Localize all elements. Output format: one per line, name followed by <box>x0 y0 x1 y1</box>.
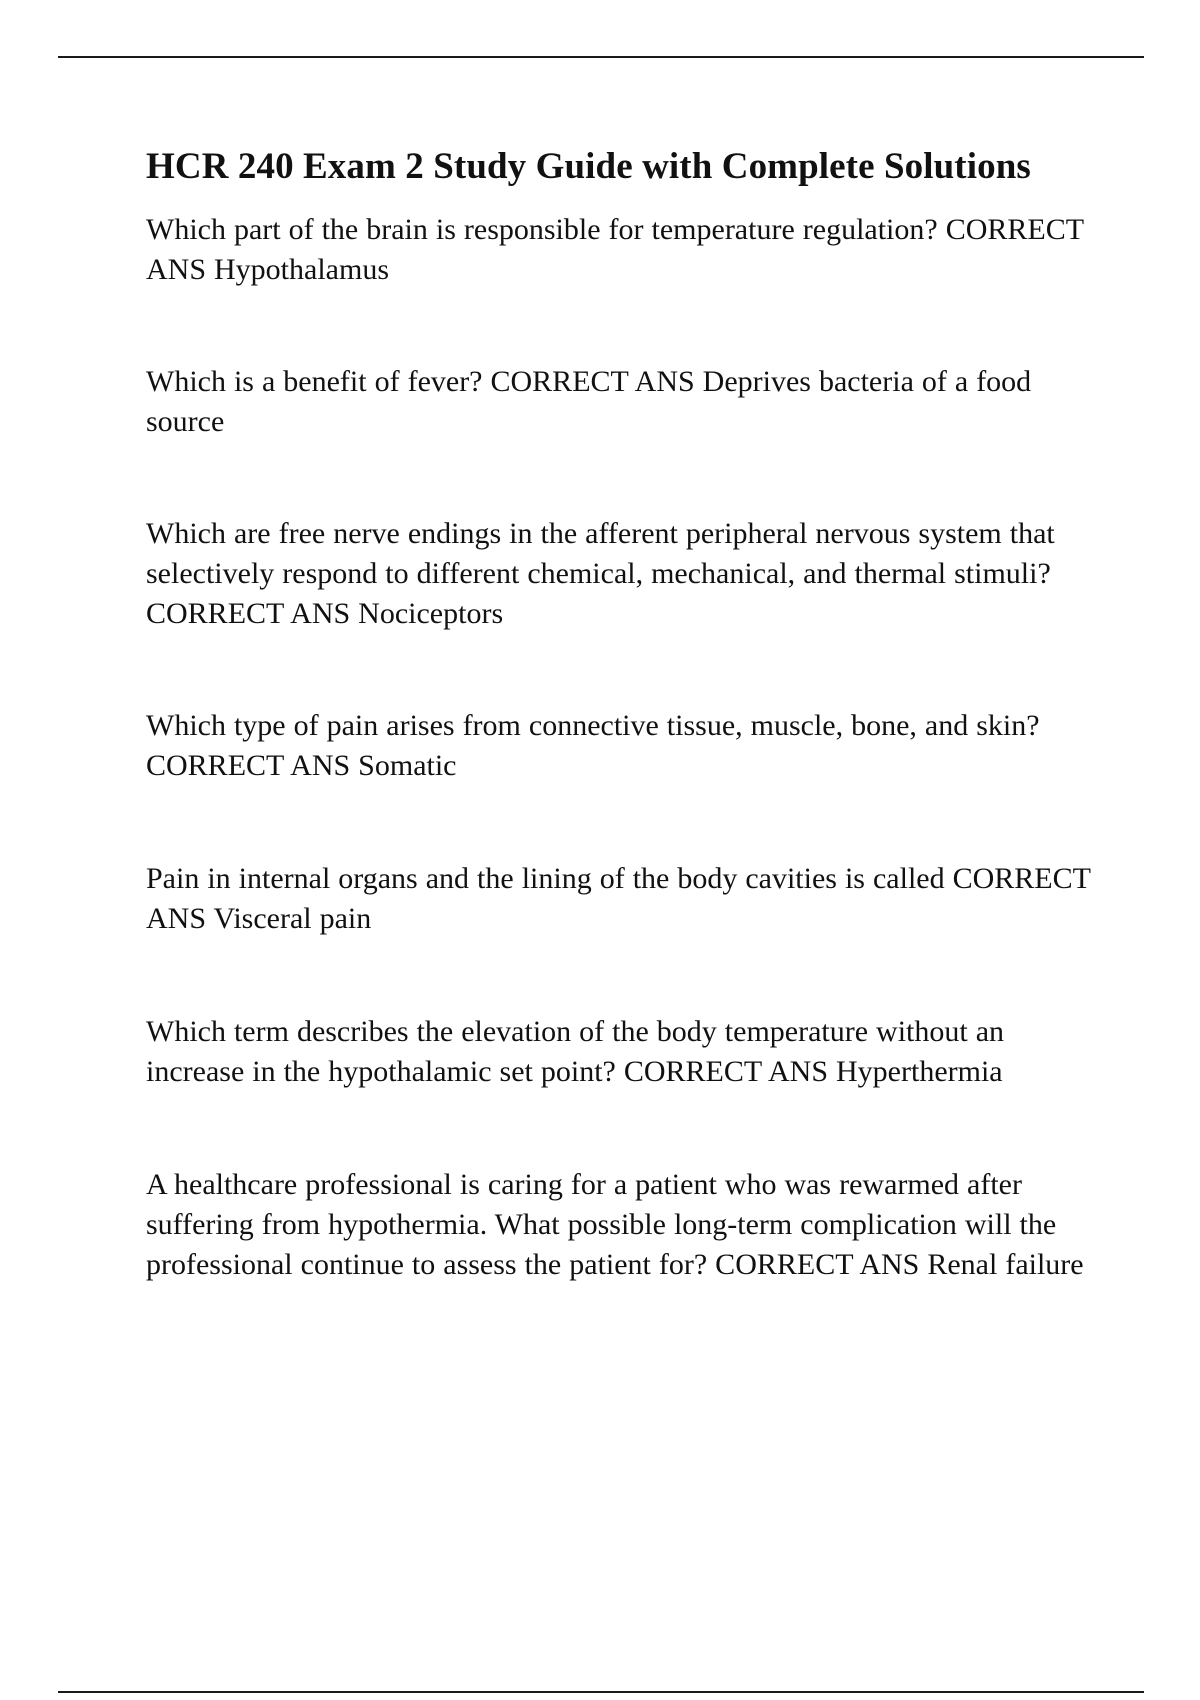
question-item: Which part of the brain is responsible for temperature regulation? CORRECT ANS Hypothalamus <box>146 213 1084 286</box>
question-list <box>146 210 1106 1285</box>
question-item: Pain in internal organs and the lining of the body cavities is called CORRECT ANS Visceral pain <box>146 862 1091 935</box>
question-item: Which term describes the elevation of the body temperature without an increase in the hypothalamic set point? CORRECT ANS Hyperthermia <box>146 1015 1005 1088</box>
document-content <box>146 142 1106 1358</box>
question-item: Which type of pain arises from connective tissue, muscle, bone, and skin? CORRECT ANS Somatic <box>146 709 1040 782</box>
question-item: A healthcare professional is caring for a patient who was rewarmed after suffering from hypothermia. What possible long-term complication will the professional continue to assess the patient for? CORRECT ANS Renal failure <box>146 1168 1084 1281</box>
question-item: Which is a benefit of fever? CORRECT ANS Deprives bacteria of a food source <box>146 365 1032 438</box>
document-title: HCR 240 Exam 2 Study Guide with Complete Solutions <box>146 146 1031 187</box>
question-item: Which are free nerve endings in the afferent peripheral nervous system that selectively respond to different chemical, mechanical, and thermal stimuli? CORRECT ANS Nociceptors <box>146 517 1055 630</box>
top-divider <box>58 56 1144 58</box>
bottom-divider <box>58 1691 1144 1693</box>
